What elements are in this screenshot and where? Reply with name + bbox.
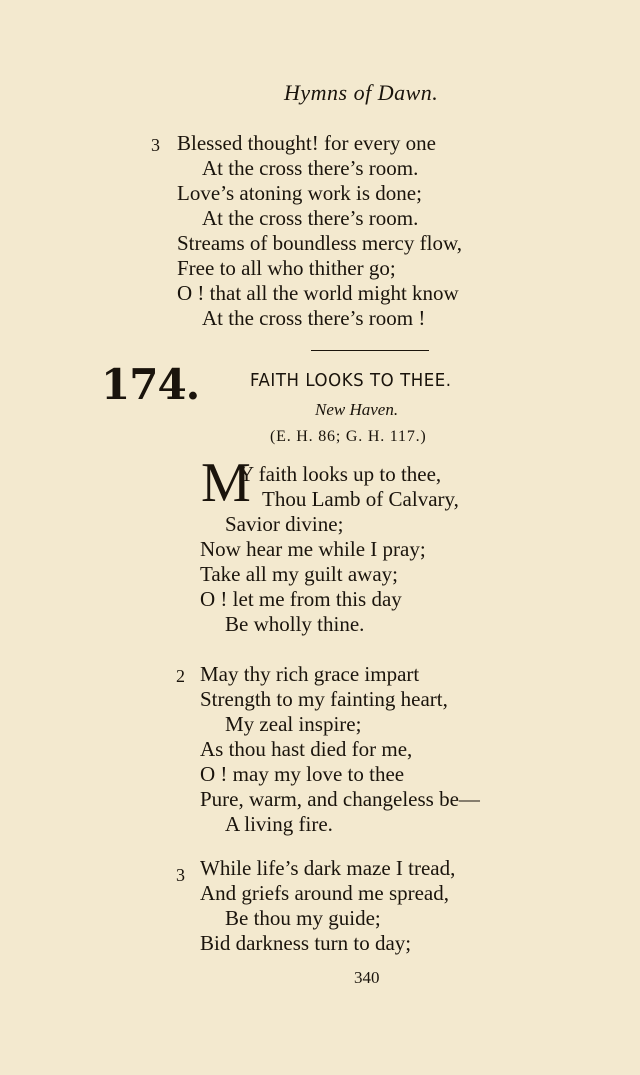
verse-line: Y faith looks up to thee, [239, 462, 442, 486]
tune-name: New Haven. [315, 400, 399, 419]
section-divider [311, 350, 429, 351]
verse-1 [200, 512, 426, 637]
verse-line: May thy rich grace impart [200, 662, 420, 686]
verse-line: Take all my guilt away; [200, 562, 398, 586]
stanza-line: Love’s atoning work is done; [177, 181, 422, 205]
verse-line: Be wholly thine. [225, 612, 365, 636]
previous-hymn-stanza [177, 131, 462, 331]
stanza-line: Blessed thought! for every one [177, 131, 436, 155]
verse-line: A living fire. [225, 812, 333, 836]
verse-line: O ! may my love to thee [200, 762, 405, 786]
verse-1-opening [239, 462, 459, 512]
verse-number: 3 [176, 865, 185, 885]
verse-line: My zeal inspire; [225, 712, 362, 736]
verse-line: And griefs around me spread, [200, 881, 450, 905]
stanza-number: 3 [151, 135, 160, 155]
stanza-line: Free to all who thither go; [177, 256, 396, 280]
stanza-line: Streams of boundless mercy flow, [177, 231, 462, 255]
stanza-line: O ! that all the world might know [177, 281, 459, 305]
hymn-title: FAITH LOOKS TO THEE. [250, 370, 452, 391]
drop-cap: M [201, 452, 251, 514]
stanza-line: At the cross there’s room ! [202, 306, 426, 330]
page-number: 340 [354, 968, 380, 987]
verse-line: O ! let me from this day [200, 587, 402, 611]
verse-line: Now hear me while I pray; [200, 537, 426, 561]
hymn-number: 174. [101, 360, 200, 409]
stanza-line: At the cross there’s room. [202, 156, 419, 180]
verse-line: Pure, warm, and changeless be— [200, 787, 480, 811]
verse-line: Strength to my fainting heart, [200, 687, 448, 711]
verse-line: While life’s dark maze I tread, [200, 856, 456, 880]
running-head: Hymns of Dawn. [284, 80, 439, 105]
verse-line: As thou hast died for me, [200, 737, 413, 761]
hymnal-reference: (E. H. 86; G. H. 117.) [270, 428, 427, 445]
verse-line: Savior divine; [225, 512, 344, 536]
verse-number: 2 [176, 666, 185, 686]
stanza-line: At the cross there’s room. [202, 206, 419, 230]
verse-line: Bid darkness turn to day; [200, 931, 412, 955]
verse-3 [200, 856, 455, 956]
verse-line: Be thou my guide; [225, 906, 381, 930]
verse-line: Thou Lamb of Calvary, [262, 487, 459, 511]
verse-2 [200, 662, 480, 837]
